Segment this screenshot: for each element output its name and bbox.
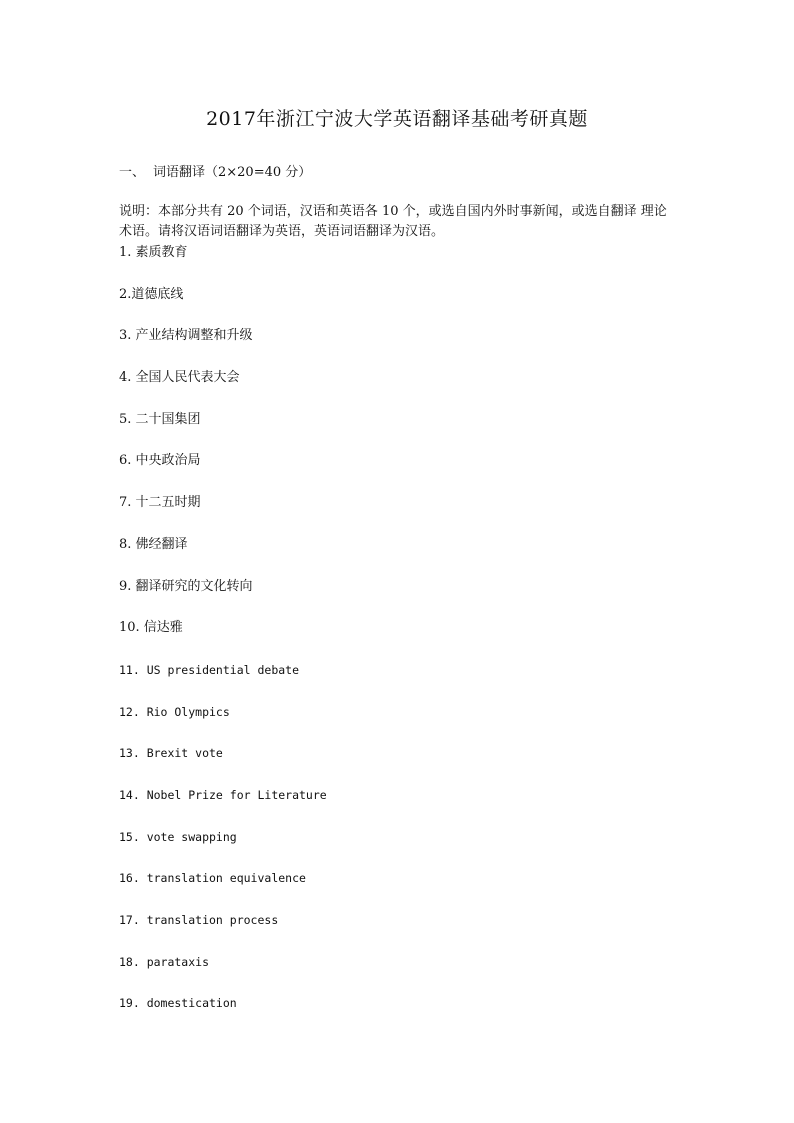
term-item: 18. parataxis: [119, 954, 210, 969]
term-item: 6. 中央政治局: [119, 453, 201, 469]
term-item: 13. Brexit vote: [119, 746, 223, 761]
term-item: 10. 信达雅: [119, 620, 183, 636]
term-item: 5. 二十国集团: [119, 411, 201, 427]
term-item: 2.道德底线: [119, 286, 184, 302]
term-item: 11. US presidential debate: [119, 662, 300, 677]
term-item: 4. 全国人民代表大会: [119, 370, 240, 386]
term-item: 1. 素质教育: [119, 245, 188, 260]
term-item: 15. vote swapping: [119, 829, 237, 844]
section-title: 词语翻译（2×20=40 分）: [153, 165, 312, 180]
term-item: 8. 佛经翻译: [119, 536, 188, 552]
term-item: 12. Rio Olympics: [119, 704, 230, 719]
term-list: [119, 244, 679, 1036]
term-item: 7. 十二五时期: [119, 495, 201, 511]
term-item: 14. Nobel Prize for Literature: [119, 787, 327, 802]
term-item: 9. 翻译研究的文化转向: [119, 578, 253, 594]
term-item: 19. domestication: [119, 996, 237, 1011]
instructions-paragraph: 说明：本部分共有 20 个词语，汉语和英语各 10 个，或选自国内外时事新闻，或选自翻译 理论术语。请将汉语词语翻译为英语，英语词语翻译为汉语。: [119, 204, 667, 239]
section-heading: [119, 161, 311, 180]
term-item: 3. 产业结构调整和升级: [119, 328, 253, 344]
term-item: 16. translation equivalence: [119, 871, 306, 886]
term-item: 17. translation process: [119, 913, 279, 927]
page-title: 2017年浙江宁波大学英语翻译基础考研真题: [206, 108, 588, 130]
section-number: 一、: [119, 165, 146, 180]
